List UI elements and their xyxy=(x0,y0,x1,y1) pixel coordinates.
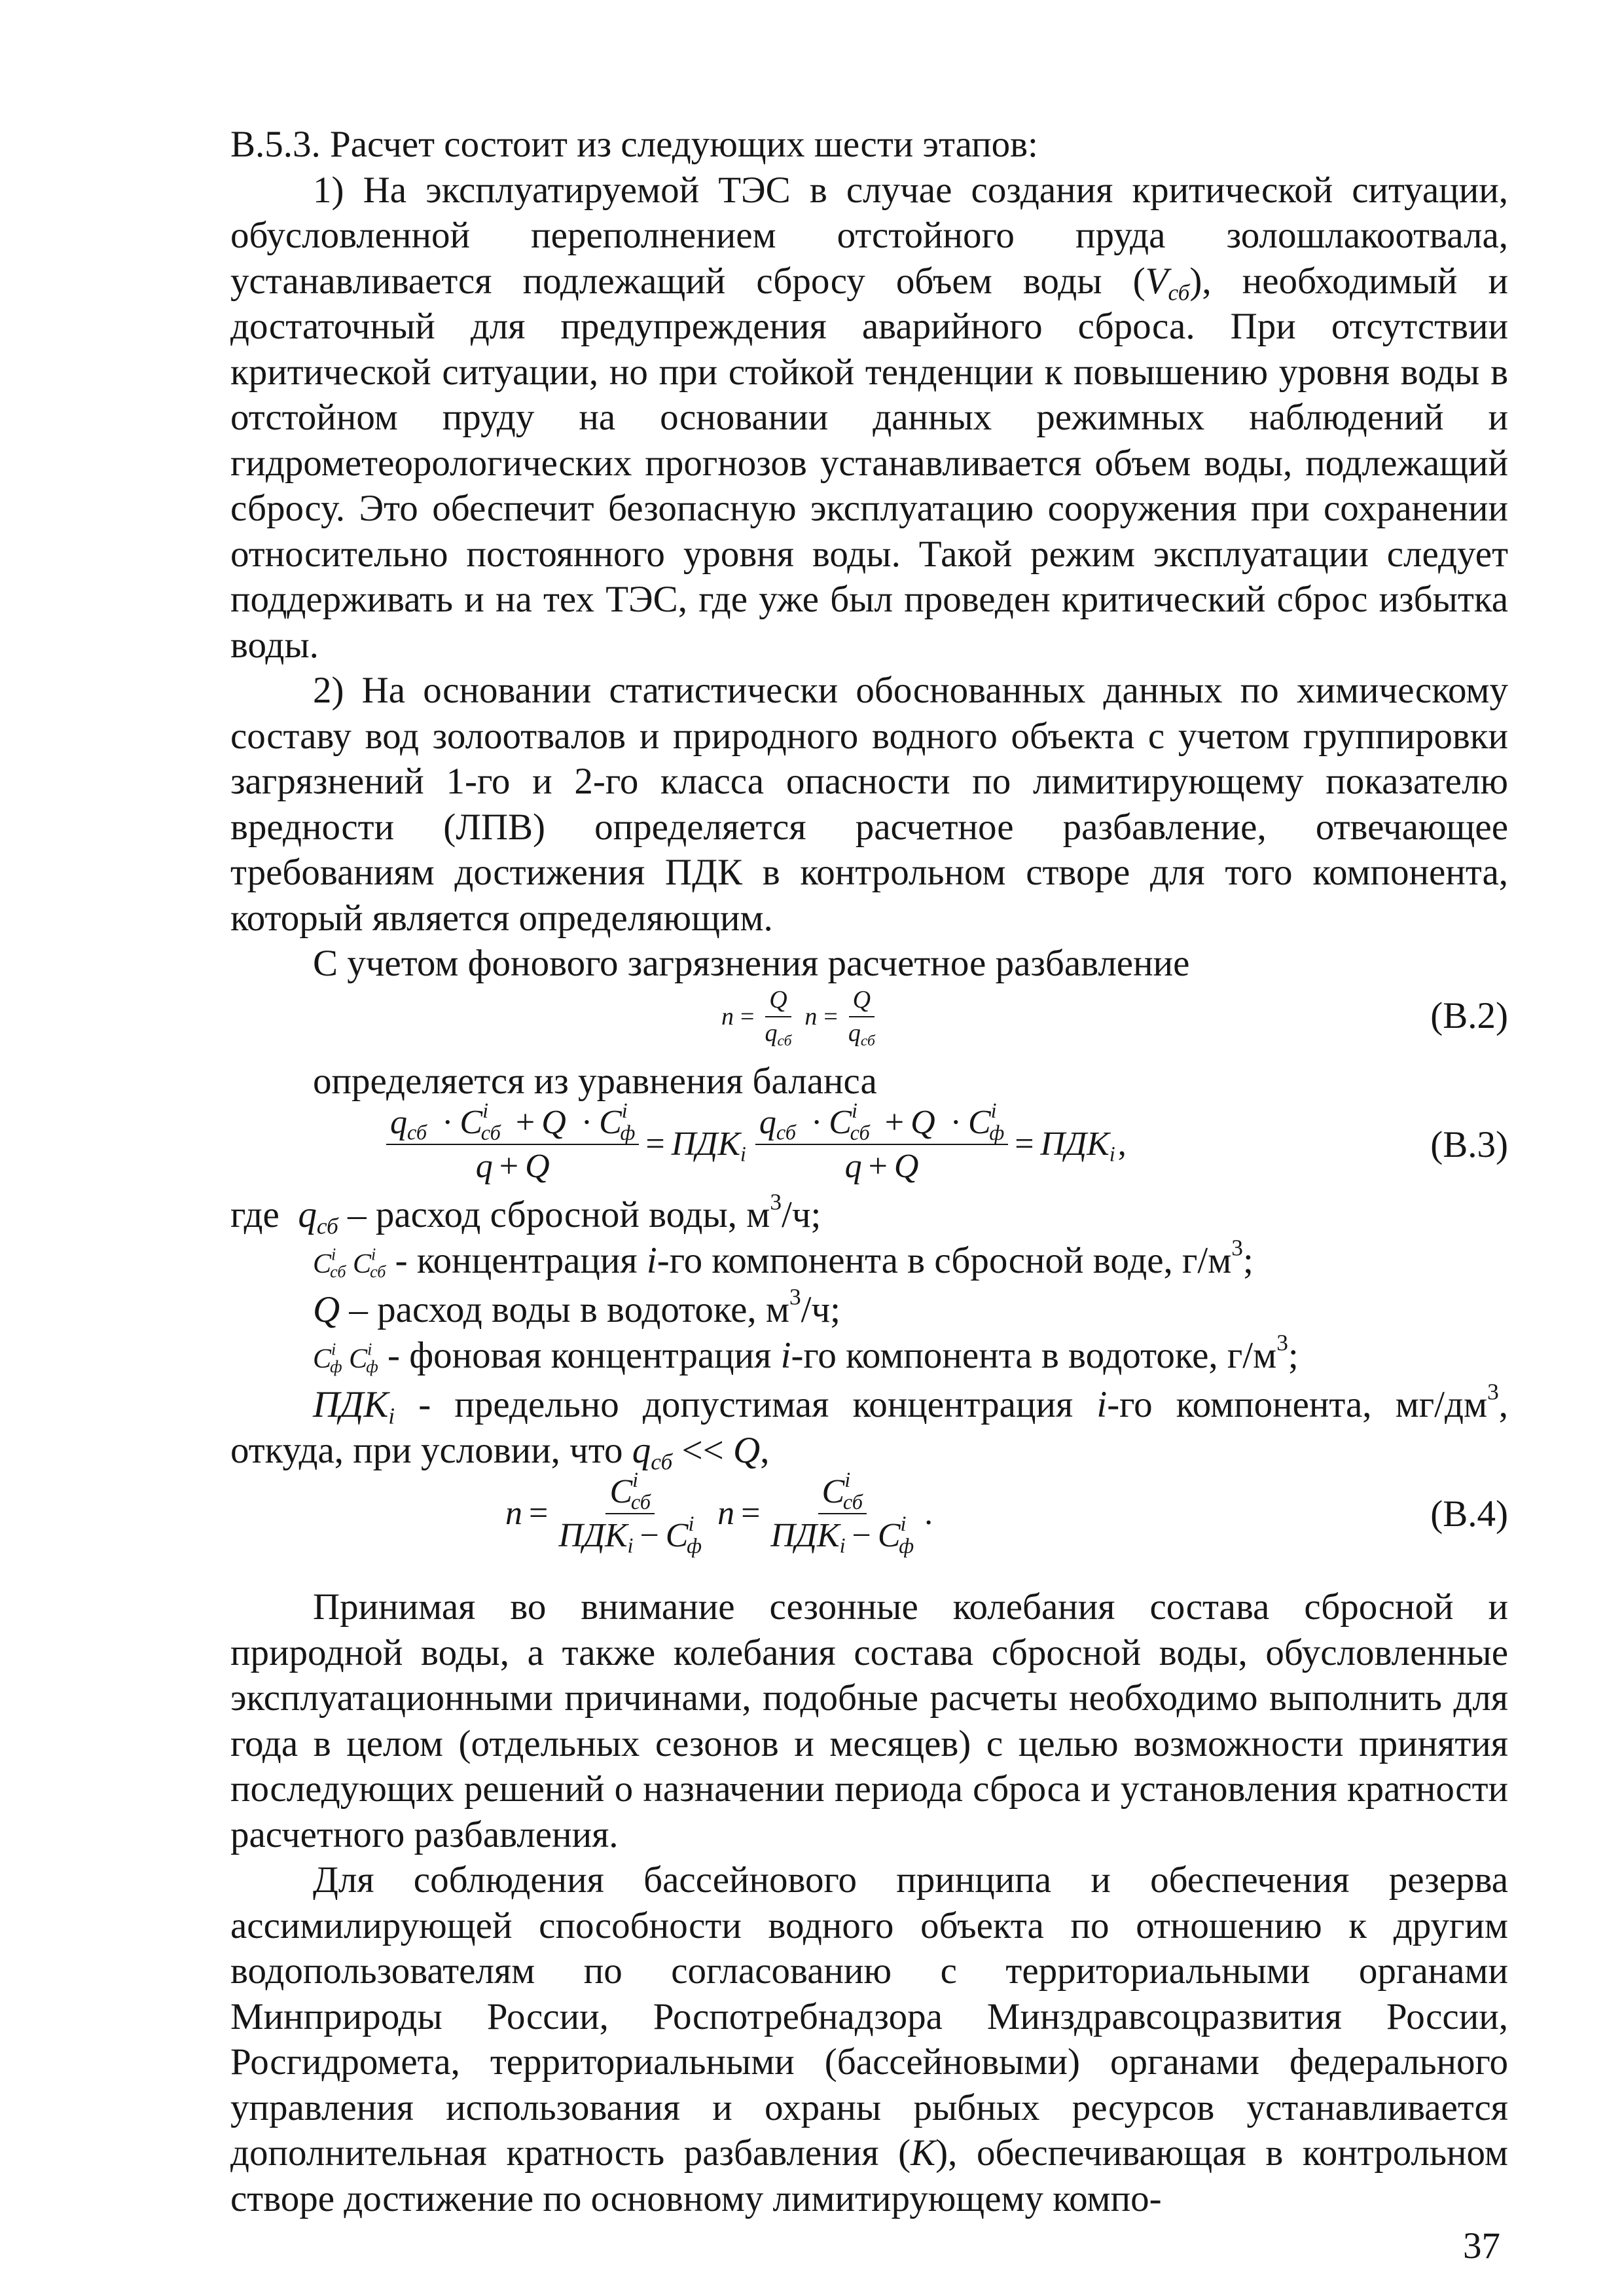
equation-b4 xyxy=(230,1467,1508,1571)
equation-number-b3: (В.3) xyxy=(1430,1124,1508,1165)
equation-b3-content: $\frac{q_{сб} \cdot C^i_{сб} + Q \cdot C^i_ф}{q + Q}$ = $ПДК_i$ $\frac{q_{сб} \cdot C^i_{сб} + Q \cdot C^i_ф}{q + Q}$ = $ПДК_i$ , xyxy=(386,1104,1133,1185)
page-number: 37 xyxy=(1463,2225,1500,2267)
paragraph-step-1: 1) На эксплуатируемой ТЭС в случае создания критической ситуации, обусловленной переполнением отстойного пруда золошлакоотвала, устанавливается подлежащий сбросу объем воды $(V_{сб})$, необходимый и достаточный для предупреждения аварийного сброса. При отсутствии критической ситуации, но при стойкой тенденции к повышению уровня воды в отстойном пруду на основании данных режимных наблюдений и гидрометеорологических прогнозов устанавливается объем воды, подлежащий сбросу. Это обеспечит безопасную эксплуатацию сооружения при сохранении относительно постоянного уровня воды. Такой режим эксплуатации следует поддерживать и на тех ТЭС, где уже был проведен критический сброс избытка воды. xyxy=(230,169,1508,666)
fraction-balance: $\frac{q_{сб} \cdot C^i_{сб} + Q \cdot C^i_ф}{q + Q}$ xyxy=(386,1104,639,1185)
fraction-c-over-pdk: $\frac{C^i_{сб}}{ПДК_i - C^i_ф}$ xyxy=(558,1467,702,1558)
equation-b2-content: n = $\frac{Q}{q_{сб}}$ n = $\frac{Q}{q_{сб}}$ xyxy=(721,987,879,1048)
fraction-q-over-qsb: $\frac{Q}{q_{сб}}$ xyxy=(765,985,792,1050)
paragraph-seasons: Принимая во внимание сезонные колебания состава сбросной и природной воды, а также колебания состава сбросной воды, обусловленные эксплуатационными причинами, подобные расчеты необходимо выполнить для года в целом (отдельных сезонов и месяцев) с целью возможности принятия последующих решений о назначении периода сброса и установления кратности расчетного разбавления. xyxy=(230,1586,1508,1855)
section-heading: В.5.3. Расчет состоит из следующих шести этапов: xyxy=(230,124,1038,165)
definition-q-sb: где $q_{сб}$ – расход сбросной воды, $м^3/ч$; xyxy=(230,1189,821,1239)
fraction-q-over-qsb-alt: $\frac{Q}{q_{сб}}$ xyxy=(848,985,875,1050)
equation-b3 xyxy=(230,1098,1508,1192)
var-v-sb: $V_{сб}$ xyxy=(1145,260,1190,306)
definition-pdk: $ПДК_i$ - предельно допустимая концентрация i-го компонента, $мг/дм^3$, откуда, при условии, что $q_{сб} << Q$, xyxy=(230,1379,1508,1475)
fraction-balance-alt: $\frac{q_{сб} \cdot C^i_{сб} + Q \cdot C^i_ф}{q + Q}$ xyxy=(755,1104,1008,1185)
definition-c-f: $C^i_ф$ $C^i_ф$ - фоновая концентрация i-го компонента в водотоке, $г/м^3$; xyxy=(313,1330,1299,1377)
paragraph-basin: Для соблюдения бассейнового принципа и обеспечения резерва ассимилирующей способности водного объекта по отношению к другим водопользователям по согласованию с территориальными органами Минприроды России, Роспотребнадзора Минздравсоцразвития России, Росгидромета, территориальными (бассейновыми) органами федерального управления использования и охраны рыбных ресурсов устанавливается дополнительная кратность разбавления (K), обеспечивающая в контрольном створе достижение по основному лимитирующему компо- xyxy=(230,1859,1508,2219)
definition-c-sb: $C^i_{сб}$ $C^i_{сб}$ - концентрация i-го компонента в сбросной воде, $г/м^3$; xyxy=(313,1235,1254,1282)
body-text xyxy=(230,122,1508,2221)
paragraph-balance: определяется из уравнения баланса xyxy=(313,1060,877,1102)
fraction-c-over-pdk-alt: $\frac{C^i_{сб}}{ПДК_i - C^i_ф}$ xyxy=(770,1467,914,1558)
equation-number-b2: (В.2) xyxy=(1430,994,1508,1036)
equation-b4-content: n = $\frac{C^i_{сб}}{ПДК_i - C^i_ф}$ n = $\frac{C^i_{сб}}{ПДК_i - C^i_ф}$ . xyxy=(505,1467,933,1558)
paragraph-step-2: 2) На основании статистически обоснованных данных по химическому составу вод золоотвалов и природного водного объекта с учетом группировки загрязнений 1-го и 2-го класса опасности по лимитирующему показателю вредности (ЛПВ) определяется расчетное разбавление, отвечающее требованиям достижения ПДК в контрольном створе для того компонента, который является определяющим. xyxy=(230,670,1508,939)
definition-q-flow: Q – расход воды в водотоке, $м^3/ч$; xyxy=(313,1284,840,1330)
paragraph-background: С учетом фонового загрязнения расчетное разбавление xyxy=(313,943,1190,984)
equation-number-b4: (В.4) xyxy=(1430,1493,1508,1535)
equation-b2 xyxy=(230,987,1508,1059)
